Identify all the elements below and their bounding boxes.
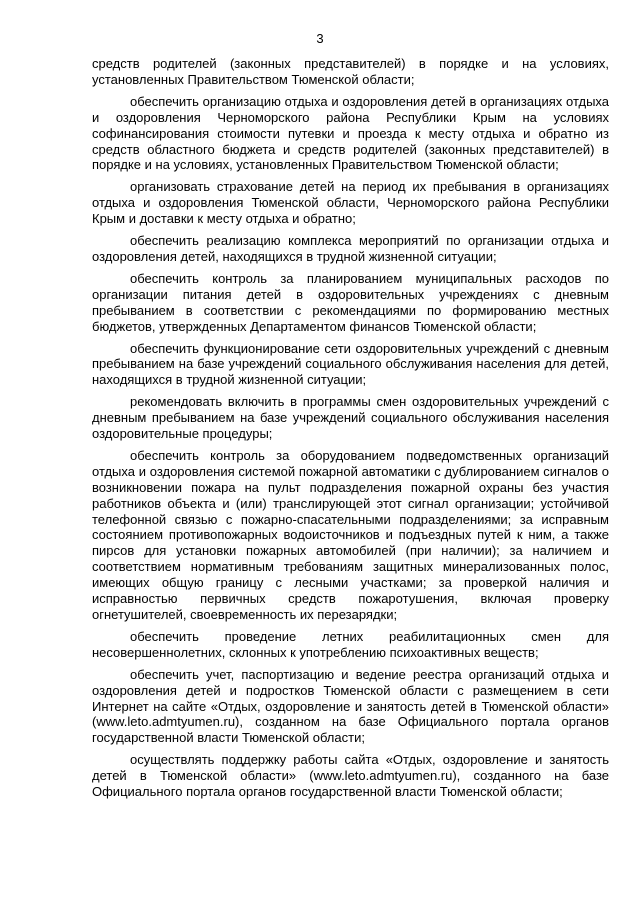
page-number: 3 [316, 31, 324, 46]
paragraph-rehabilitation: обеспечить проведение летних реабилитационных смен для несовершеннолетних, склонных к употреблению психоактивных веществ; [92, 628, 609, 660]
paragraph-health-procedures: рекомендовать включить в программы смен оздоровительных учреждений с дневным пребыванием на базе учреждений социального обслуживания населения оздоровительные процедуры; [92, 394, 609, 442]
paragraph-registry: обеспечить учет, паспортизацию и ведение реестра организаций отдыха и оздоровления детей и подростков Тюменской области с размещением в сети Интернет на сайте «Отдых, оздоровление и занятость детей в Тюменской области» (www.leto.admtyumen.ru), созданном на базе Официального портала органов государственной власти Тюменской области; [92, 666, 609, 746]
document-body [92, 56, 609, 806]
paragraph-difficult-situation: обеспечить реализацию комплекса мероприятий по организации отдыха и оздоровления детей, находящихся в трудной жизненной ситуации; [92, 233, 609, 264]
paragraph-fire-safety: обеспечить контроль за оборудованием подведомственных организаций отдыха и оздоровления системой пожарной автоматики с дублированием сигналов о возникновении пожара на пульт подразделения пожарной охраны без участия работников объекта и (или) транслирующей этот сигнал организации; устойчивой телефонной связью с пожарно-спасательными подразделениями; за исправным состоянием противопожарных водоисточников и подъездных путей к ним, а также пирсов для установки пожарных автомобилей (при наличии); за наличием и соответствием нормативным требованиям защитных минерализованных полос, имеющих общую границу с лесными участками; за проверкой наличия и исправностью первичных средств пожаротушения, включая проверку огнетушителей, своевременность их перезарядки; [92, 447, 609, 622]
paragraph-insurance: организовать страхование детей на период их пребывания в организациях отдыха и оздоровления Тюменской области, Черноморского района Республики Крым и доставки к месту отдыха и обратно; [92, 179, 609, 227]
paragraph-website-support: осуществлять поддержку работы сайта «Отдых, оздоровление и занятость детей в Тюменской области» (www.leto.admtyumen.ru), созданного на базе Официального портала органов государственной власти Тюменской области; [92, 752, 609, 800]
paragraph-meal-planning: обеспечить контроль за планированием муниципальных расходов по организации питания детей в оздоровительных учреждениях с дневным пребыванием в соответствии с рекомендациями по формированию местных бюджетов, утвержденных Департаментом финансов Тюменской области; [92, 270, 609, 334]
paragraph-continuation: средств родителей (законных представителей) в порядке и на условиях, установленных Правительством Тюменской области; [92, 56, 609, 87]
paragraph-day-facilities: обеспечить функционирование сети оздоровительных учреждений с дневным пребыванием на базе учреждений социального обслуживания населения для детей, находящихся в трудной жизненной ситуации; [92, 340, 609, 388]
paragraph-crimea-organization: обеспечить организацию отдыха и оздоровления детей в организациях отдыха и оздоровления Черноморского района Республики Крым на условиях софинансирования стоимости путевки и проезда к месту отдыха и обратно из средств областного бюджета и средств родителей (законных представителей) в порядке и на условиях, установленных Правительством Тюменской области; [92, 93, 609, 173]
